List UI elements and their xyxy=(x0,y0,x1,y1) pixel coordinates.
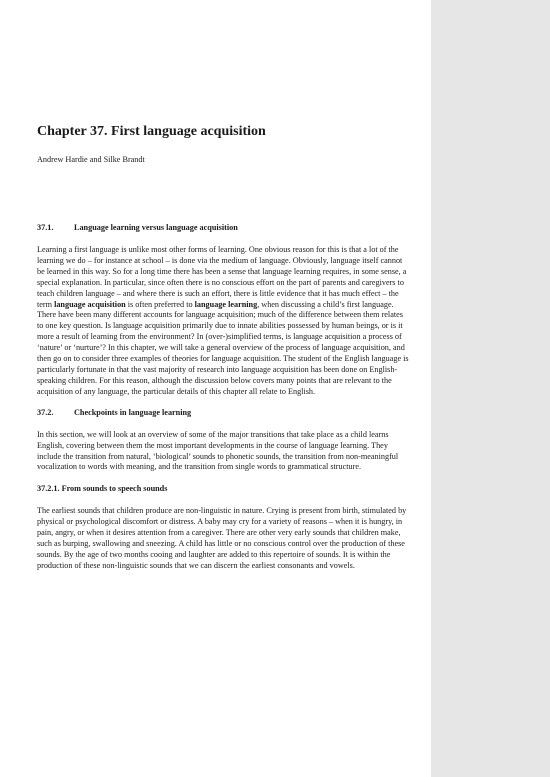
section-number: 37.2. xyxy=(37,407,54,417)
section-title: Checkpoints in language learning xyxy=(74,407,192,417)
subsection-paragraph: The earliest sounds that children produce are non-linguistic in nature. Crying is present from birth, stimulated by physical or psychological discomfort or distress. A baby may cry for a variety of reasons – when it is hungry, in pain, angry, or when it desires attention from a caregiver. There are other very early sounds that children make, such as burping, swallowing and sneezing. A child has little or no conscious control over the production of these sounds. By the age of two months cooing and laughter are added to this repertoire of sounds. It is within the production of these non-linguistic sounds that we can discern the earliest consonants and vowels. xyxy=(37,506,407,570)
section-1-paragraph xyxy=(37,245,411,398)
section-2-paragraph: In this section, we will look at an overview of some of the major transitions that take place as a child learns English, covering between them the most important developments in the course of language learning. They include the transition from natural, ‘biological’ sounds to phonetic sounds, the transition from non-meaningful vocalization to words with meaning, and the transition from single words to grammatical structure. xyxy=(37,429,399,472)
chapter-title: Chapter 37. First language acquisition xyxy=(37,124,266,139)
paragraph-text: Learning a first language is unlike most other forms of learning. One obvious reason for this is that a lot of the learning we do – for instance at school – is done via the medium of language. Obviously, language itself cannot be learned in this way. So for a long time there has been a sense that language learning requires, in some sense, a special explanation. In particular, since often there is no conscious effort on the part of parents and caregivers to teach children language – and where there is such an effort, there is little evidence that it has much effect – the term xyxy=(37,245,407,309)
term-language-learning: language learning xyxy=(194,299,258,309)
section-heading-1 xyxy=(37,222,411,233)
section-title: Language learning versus language acquisition xyxy=(74,223,238,232)
paragraph-text: is often preferred to xyxy=(125,299,195,309)
section-number: 37.1. xyxy=(37,223,54,232)
comment-margin-pane xyxy=(431,0,550,777)
document-body xyxy=(37,123,411,572)
chapter-authors: Andrew Hardie and Silke Brandt xyxy=(37,155,145,164)
term-language-acquisition: language acquisition xyxy=(54,299,126,309)
paragraph-text: , when discussing a child’s first language. There have been many different accounts for language acquisition; much of the difference between them relates to one key question. Is language acquisition primarily due to innate abilities possessed by human beings, or is it more a result of learning from the environment? In (over-)simplified terms, is language acquisition a process of ‘nature’ or ‘nurture’? In this chapter, we will take a general overview of the process of language acquisition, and then go on to consider three examples of theories for language acquisition. The student of the English language is particularly fortunate in that the vast majority of research into language acquisition has been done on English-speaking children. For this reason, although the discussion below covers many points that are relevant to the acquisition of any language, the particular details of this chapter all relate to English. xyxy=(37,299,409,396)
subsection-heading: 37.2.1. From sounds to speech sounds xyxy=(37,484,168,494)
section-heading-2 xyxy=(37,407,411,418)
